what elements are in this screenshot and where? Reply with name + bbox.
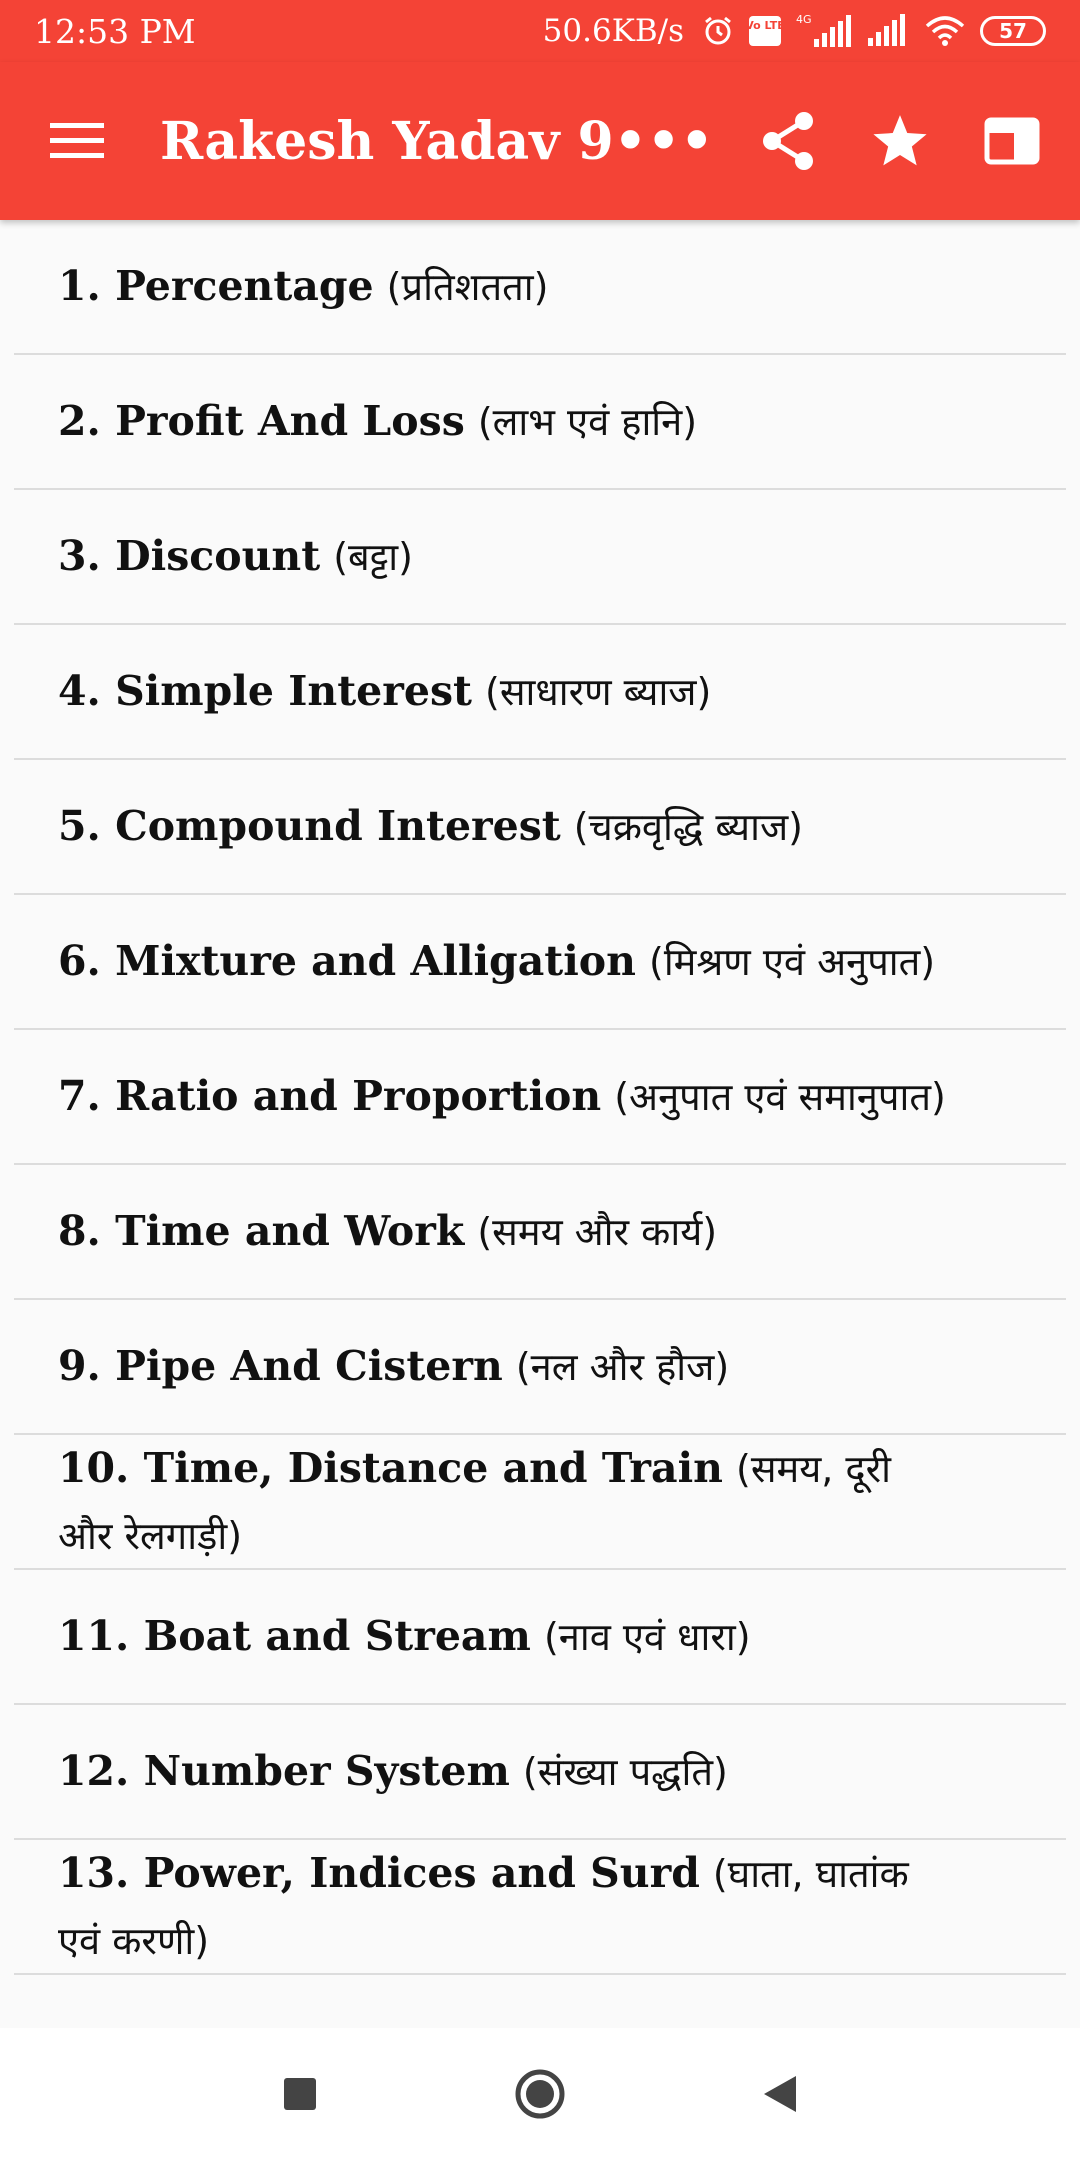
back-icon	[762, 2074, 798, 2114]
battery-icon	[980, 16, 1046, 46]
topic-title: 13. Power, Indices and Surd	[58, 1848, 700, 1897]
share-icon	[760, 111, 816, 171]
volte-label: Vo LTE	[745, 19, 785, 32]
topic-title: 6. Mixture and Alligation	[58, 937, 636, 985]
navigation-bar	[0, 2028, 1080, 2160]
list-item[interactable]	[14, 490, 1066, 625]
back-button[interactable]	[735, 2049, 825, 2139]
app-actions	[746, 99, 1054, 183]
alarm-icon	[702, 15, 734, 47]
topic-title: 5. Compound Interest	[58, 802, 561, 850]
list-item[interactable]	[14, 1435, 1066, 1570]
list-item[interactable]	[14, 1300, 1066, 1435]
topic-hindi: (लाभ एवं हानि)	[477, 400, 698, 444]
share-button[interactable]	[746, 99, 830, 183]
topic-title: 11. Boat and Stream	[58, 1612, 531, 1660]
topic-hindi: (प्रतिशतता)	[386, 265, 549, 309]
topic-title: 2. Profit And Loss	[58, 397, 465, 445]
app-bar	[0, 62, 1080, 220]
network-speed: 50.6KB/s	[542, 13, 684, 49]
home-icon	[514, 2068, 566, 2120]
signal-icon	[796, 13, 854, 49]
list-item[interactable]	[14, 625, 1066, 760]
list-item[interactable]	[14, 1840, 1066, 1975]
topic-title: 4. Simple Interest	[58, 667, 472, 715]
topic-title: 8. Time and Work	[58, 1207, 465, 1255]
wifi-icon	[924, 15, 966, 47]
status-time: 12:53 PM	[34, 11, 196, 51]
topic-hindi: (मिश्रण एवं अनुपात)	[649, 940, 936, 984]
signal-icon	[868, 14, 910, 48]
app-title: Rakesh Yadav 9•••	[160, 110, 714, 172]
topic-title: 1. Percentage	[58, 262, 374, 310]
menu-button[interactable]	[38, 102, 116, 180]
topic-title: 7. Ratio and Proportion	[58, 1072, 602, 1120]
list-item[interactable]	[14, 760, 1066, 895]
layout-icon	[984, 117, 1040, 165]
topic-list	[0, 220, 1080, 2028]
volte-icon	[745, 15, 785, 47]
status-bar	[0, 0, 1080, 62]
list-item[interactable]	[14, 1570, 1066, 1705]
list-item[interactable]	[14, 355, 1066, 490]
topic-title: 12. Number System	[58, 1747, 510, 1795]
topic-title: 10. Time, Distance and Train	[58, 1443, 723, 1492]
topic-hindi: (बट्टा)	[333, 535, 413, 579]
topic-hindi: (अनुपात एवं समानुपात)	[614, 1075, 946, 1119]
menu-icon	[50, 119, 104, 163]
topic-title: 9. Pipe And Cistern	[58, 1342, 503, 1390]
recents-button[interactable]	[255, 2049, 345, 2139]
topic-hindi: (घाता, घातांक एवं करणी)	[58, 1851, 909, 1963]
topic-hindi: (नाव एवं धारा)	[543, 1615, 751, 1659]
network-type-label: 4G	[796, 13, 812, 26]
topic-title: 3. Discount	[58, 532, 321, 580]
list-item[interactable]	[14, 895, 1066, 1030]
home-button[interactable]	[495, 2049, 585, 2139]
list-item[interactable]	[14, 1165, 1066, 1300]
topic-hindi: (साधारण ब्याज)	[485, 670, 712, 714]
topic-hindi: (चक्रवृद्धि ब्याज)	[573, 805, 803, 849]
favorite-button[interactable]	[858, 99, 942, 183]
layout-button[interactable]	[970, 99, 1054, 183]
list-item[interactable]	[14, 1030, 1066, 1165]
status-icons	[543, 13, 1046, 49]
list-item[interactable]	[14, 220, 1066, 355]
topic-hindi: (नल और हौज)	[515, 1345, 730, 1389]
topic-hindi: (समय और कार्य)	[477, 1210, 718, 1254]
star-icon	[871, 113, 929, 169]
list-item[interactable]	[14, 1705, 1066, 1840]
topic-hindi: (संख्या पद्धति)	[522, 1750, 728, 1794]
battery-level: 57	[999, 19, 1027, 43]
recents-icon	[282, 2076, 318, 2112]
topic-hindi: (समय, दूरी और रेलगाड़ी)	[58, 1446, 891, 1558]
